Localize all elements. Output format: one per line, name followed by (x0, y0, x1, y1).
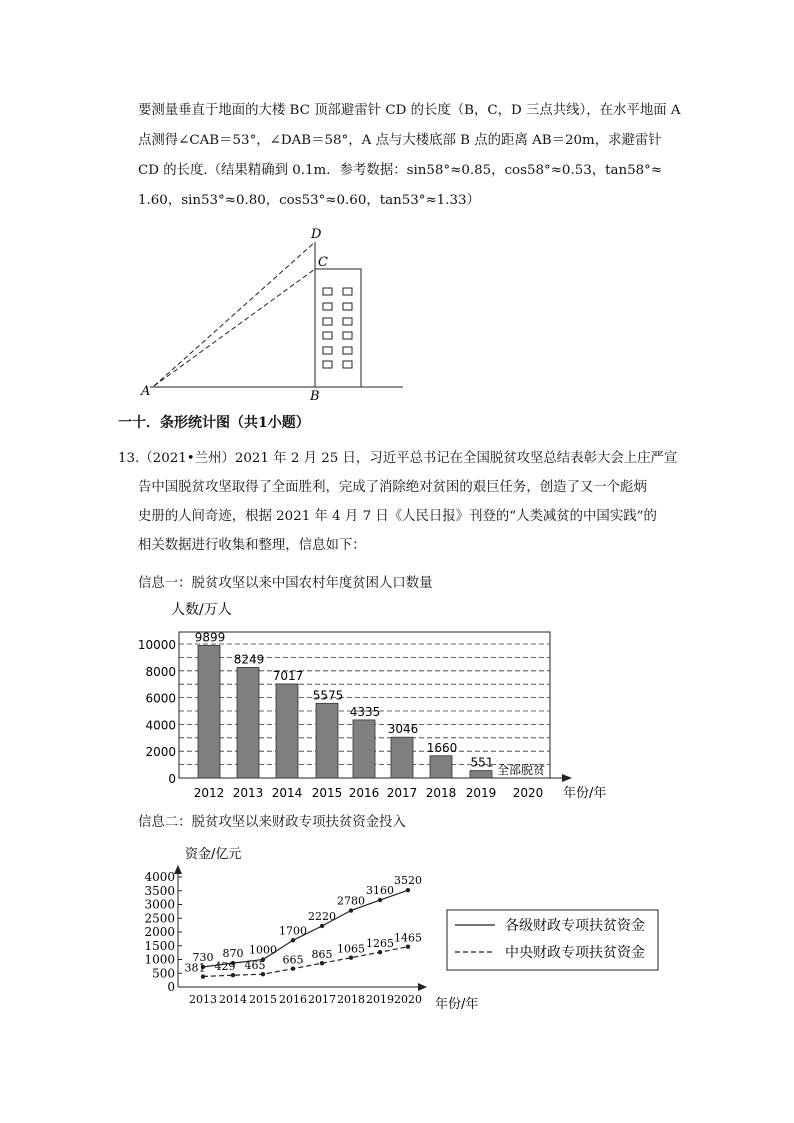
line-chart-ytick: 500 (152, 966, 175, 981)
bar-chart-ytick: 10000 (137, 638, 176, 652)
bar-chart-xtick: 2017 (386, 786, 418, 800)
label-b: B (310, 389, 320, 404)
series-value-label: 2220 (308, 909, 336, 923)
line-chart-ytick: 2000 (144, 925, 175, 939)
series-value-label: 2780 (337, 894, 365, 908)
bar-value-label: 9899 (194, 630, 226, 645)
series-value-label: 429 (214, 960, 236, 974)
series-value-label: 1000 (249, 943, 277, 957)
bar-chart-xtick: 2016 (348, 786, 380, 800)
bar-chart-x-arrow (562, 774, 572, 782)
bar-chart-ylabel: 人数/万人 (171, 602, 232, 618)
bar-chart-xlabel: 年份/年 (563, 786, 607, 801)
series-value-label: 1700 (279, 924, 307, 938)
bar-2019 (470, 771, 492, 778)
q13-line: 相关数据进行收集和整理，信息如下： (138, 538, 366, 553)
bar-chart-xtick: 2015 (311, 786, 343, 800)
line-chart-xtick: 2017 (308, 993, 336, 1006)
problem-line: 1.60，sin53°≈0.80，cos53°≈0.60，tan53°≈1.33） (138, 193, 480, 208)
line-chart-xtick: 2016 (279, 993, 307, 1006)
series-value-label: 665 (282, 953, 304, 967)
line-chart-xtick: 2015 (249, 993, 277, 1006)
line-chart-ytick: 3500 (144, 883, 175, 898)
series-point (378, 950, 382, 954)
q13-line: 告中国脱贫攻坚取得了全面胜利，完成了消除绝对贫困的艰巨任务，创造了又一个彪炳 (138, 480, 647, 495)
series-value-label: 1065 (337, 942, 365, 956)
bar-chart-ytick: 8000 (145, 664, 176, 679)
bar-chart-xtick: 2020 (512, 786, 544, 800)
bar-chart-xtick: 2014 (271, 786, 303, 800)
series-point (320, 924, 324, 928)
series-point (201, 974, 205, 978)
bar-chart-ytick: 6000 (145, 691, 176, 706)
bar-chart (135, 594, 615, 808)
series-point (349, 908, 353, 912)
problem-line: CD 的长度.（结果精确到 0.1m．参考数据：sin58°≈0.85，cos58°≈0.53，tan58°≈ (138, 163, 663, 178)
series-value-label: 3520 (394, 874, 422, 888)
line-chart-xtick: 2014 (219, 993, 247, 1006)
line-chart-xtick: 2018 (337, 993, 365, 1006)
building-windows (323, 288, 352, 368)
series-value-label: 865 (311, 948, 333, 962)
line-chart-ytick: 3000 (144, 897, 175, 912)
line-chart-xtick: 2013 (189, 993, 217, 1006)
bar-chart-ytick: 0 (168, 772, 176, 786)
bar-2017 (391, 737, 413, 778)
series-value-label: 381 (184, 961, 206, 975)
series-point (291, 938, 295, 942)
bar-value-label: 551 (470, 755, 494, 770)
line-chart-ytick: 1000 (144, 952, 175, 967)
line-chart-ytick: 1500 (144, 938, 175, 953)
series-value-label: 870 (222, 947, 244, 961)
series-point (406, 888, 410, 892)
bar-value-label: 5575 (312, 688, 344, 703)
series-point (406, 945, 410, 949)
geometry-figure (130, 222, 420, 404)
bar-value-label: 3046 (387, 722, 419, 737)
legend-label-central: 中央财政专项扶贫资金 (505, 945, 645, 961)
q13-line: 史册的人间奇迹，根据 2021 年 4 月 7 日《人民日报》刊登的“人类减贫的中国实践”的 (138, 509, 657, 524)
series-point (378, 898, 382, 902)
info2-label: 信息二：脱贫攻坚以来财政专项扶贫资金投入 (138, 815, 406, 830)
line-chart (135, 838, 675, 1018)
legend-label-all-levels: 各级财政专项扶贫资金 (505, 918, 645, 934)
sight-line-ac (154, 269, 315, 386)
label-a: A (141, 384, 151, 399)
line-chart-xlabel: 年份/年 (435, 997, 479, 1012)
bar-2012 (198, 645, 220, 778)
problem-line: 点测得∠CAB＝53°，∠DAB＝58°，A 点与大楼底部 B 点的距离 AB＝20m，求避雷针 (138, 133, 662, 148)
bar-chart-annotation: 全部脱贫 (497, 763, 546, 777)
series-point (349, 956, 353, 960)
section-title: 一十．条形统计图（共1小题） (118, 415, 310, 431)
bar-chart-ytick: 2000 (145, 745, 176, 760)
sight-line-ad (154, 242, 315, 386)
line-chart-ytick: 0 (167, 980, 175, 994)
series-point (231, 973, 235, 977)
line-chart-xtick: 2019 (366, 993, 394, 1006)
line-chart-ytick: 4000 (144, 870, 175, 884)
bar-value-label: 8249 (233, 652, 265, 667)
bar-2015 (316, 703, 338, 778)
bar-value-label: 7017 (272, 668, 304, 683)
question-13 (118, 444, 688, 560)
bar-2014 (276, 684, 298, 778)
series-value-label: 465 (244, 959, 266, 973)
series-value-label: 3160 (366, 884, 394, 898)
line-chart-ytick: 2500 (144, 911, 175, 926)
info1-label: 信息一：脱贫攻坚以来中国农村年度贫困人口数量 (138, 576, 433, 591)
building-bc (315, 269, 361, 387)
series-point (291, 967, 295, 971)
bar-2016 (353, 720, 375, 778)
series-value-label: 1265 (366, 937, 394, 951)
bar-value-label: 1660 (426, 740, 458, 755)
series-point (320, 961, 324, 965)
series-point (261, 972, 265, 976)
bar-value-label: 4335 (349, 704, 381, 719)
bar-2018 (430, 756, 452, 778)
bar-chart-xtick: 2012 (193, 786, 225, 800)
series-value-label: 1465 (394, 931, 422, 945)
line-chart-x-arrow (418, 983, 427, 991)
bar-chart-xtick: 2019 (465, 786, 497, 800)
line-chart-y-arrow (174, 865, 182, 874)
label-d: D (311, 227, 322, 242)
bar-2013 (237, 667, 259, 778)
line-chart-xtick: 2020 (394, 993, 422, 1006)
bar-chart-xtick: 2018 (425, 786, 457, 800)
bar-chart-ytick: 4000 (145, 718, 176, 733)
bar-chart-xtick: 2013 (232, 786, 264, 800)
problem-text (138, 96, 681, 216)
label-c: C (318, 255, 328, 270)
series-value-label: 730 (192, 950, 214, 964)
problem-line: 要测量垂直于地面的大楼 BC 顶部避雷针 CD 的长度（B，C，D 三点共线），在水平地面 A (138, 103, 681, 118)
q13-line: 13.（2021•兰州）2021 年 2 月 25 日，习近平总书记在全国脱贫攻坚总结表彰大会上庄严宣 (118, 451, 678, 466)
line-chart-ylabel: 资金/亿元 (185, 847, 242, 862)
